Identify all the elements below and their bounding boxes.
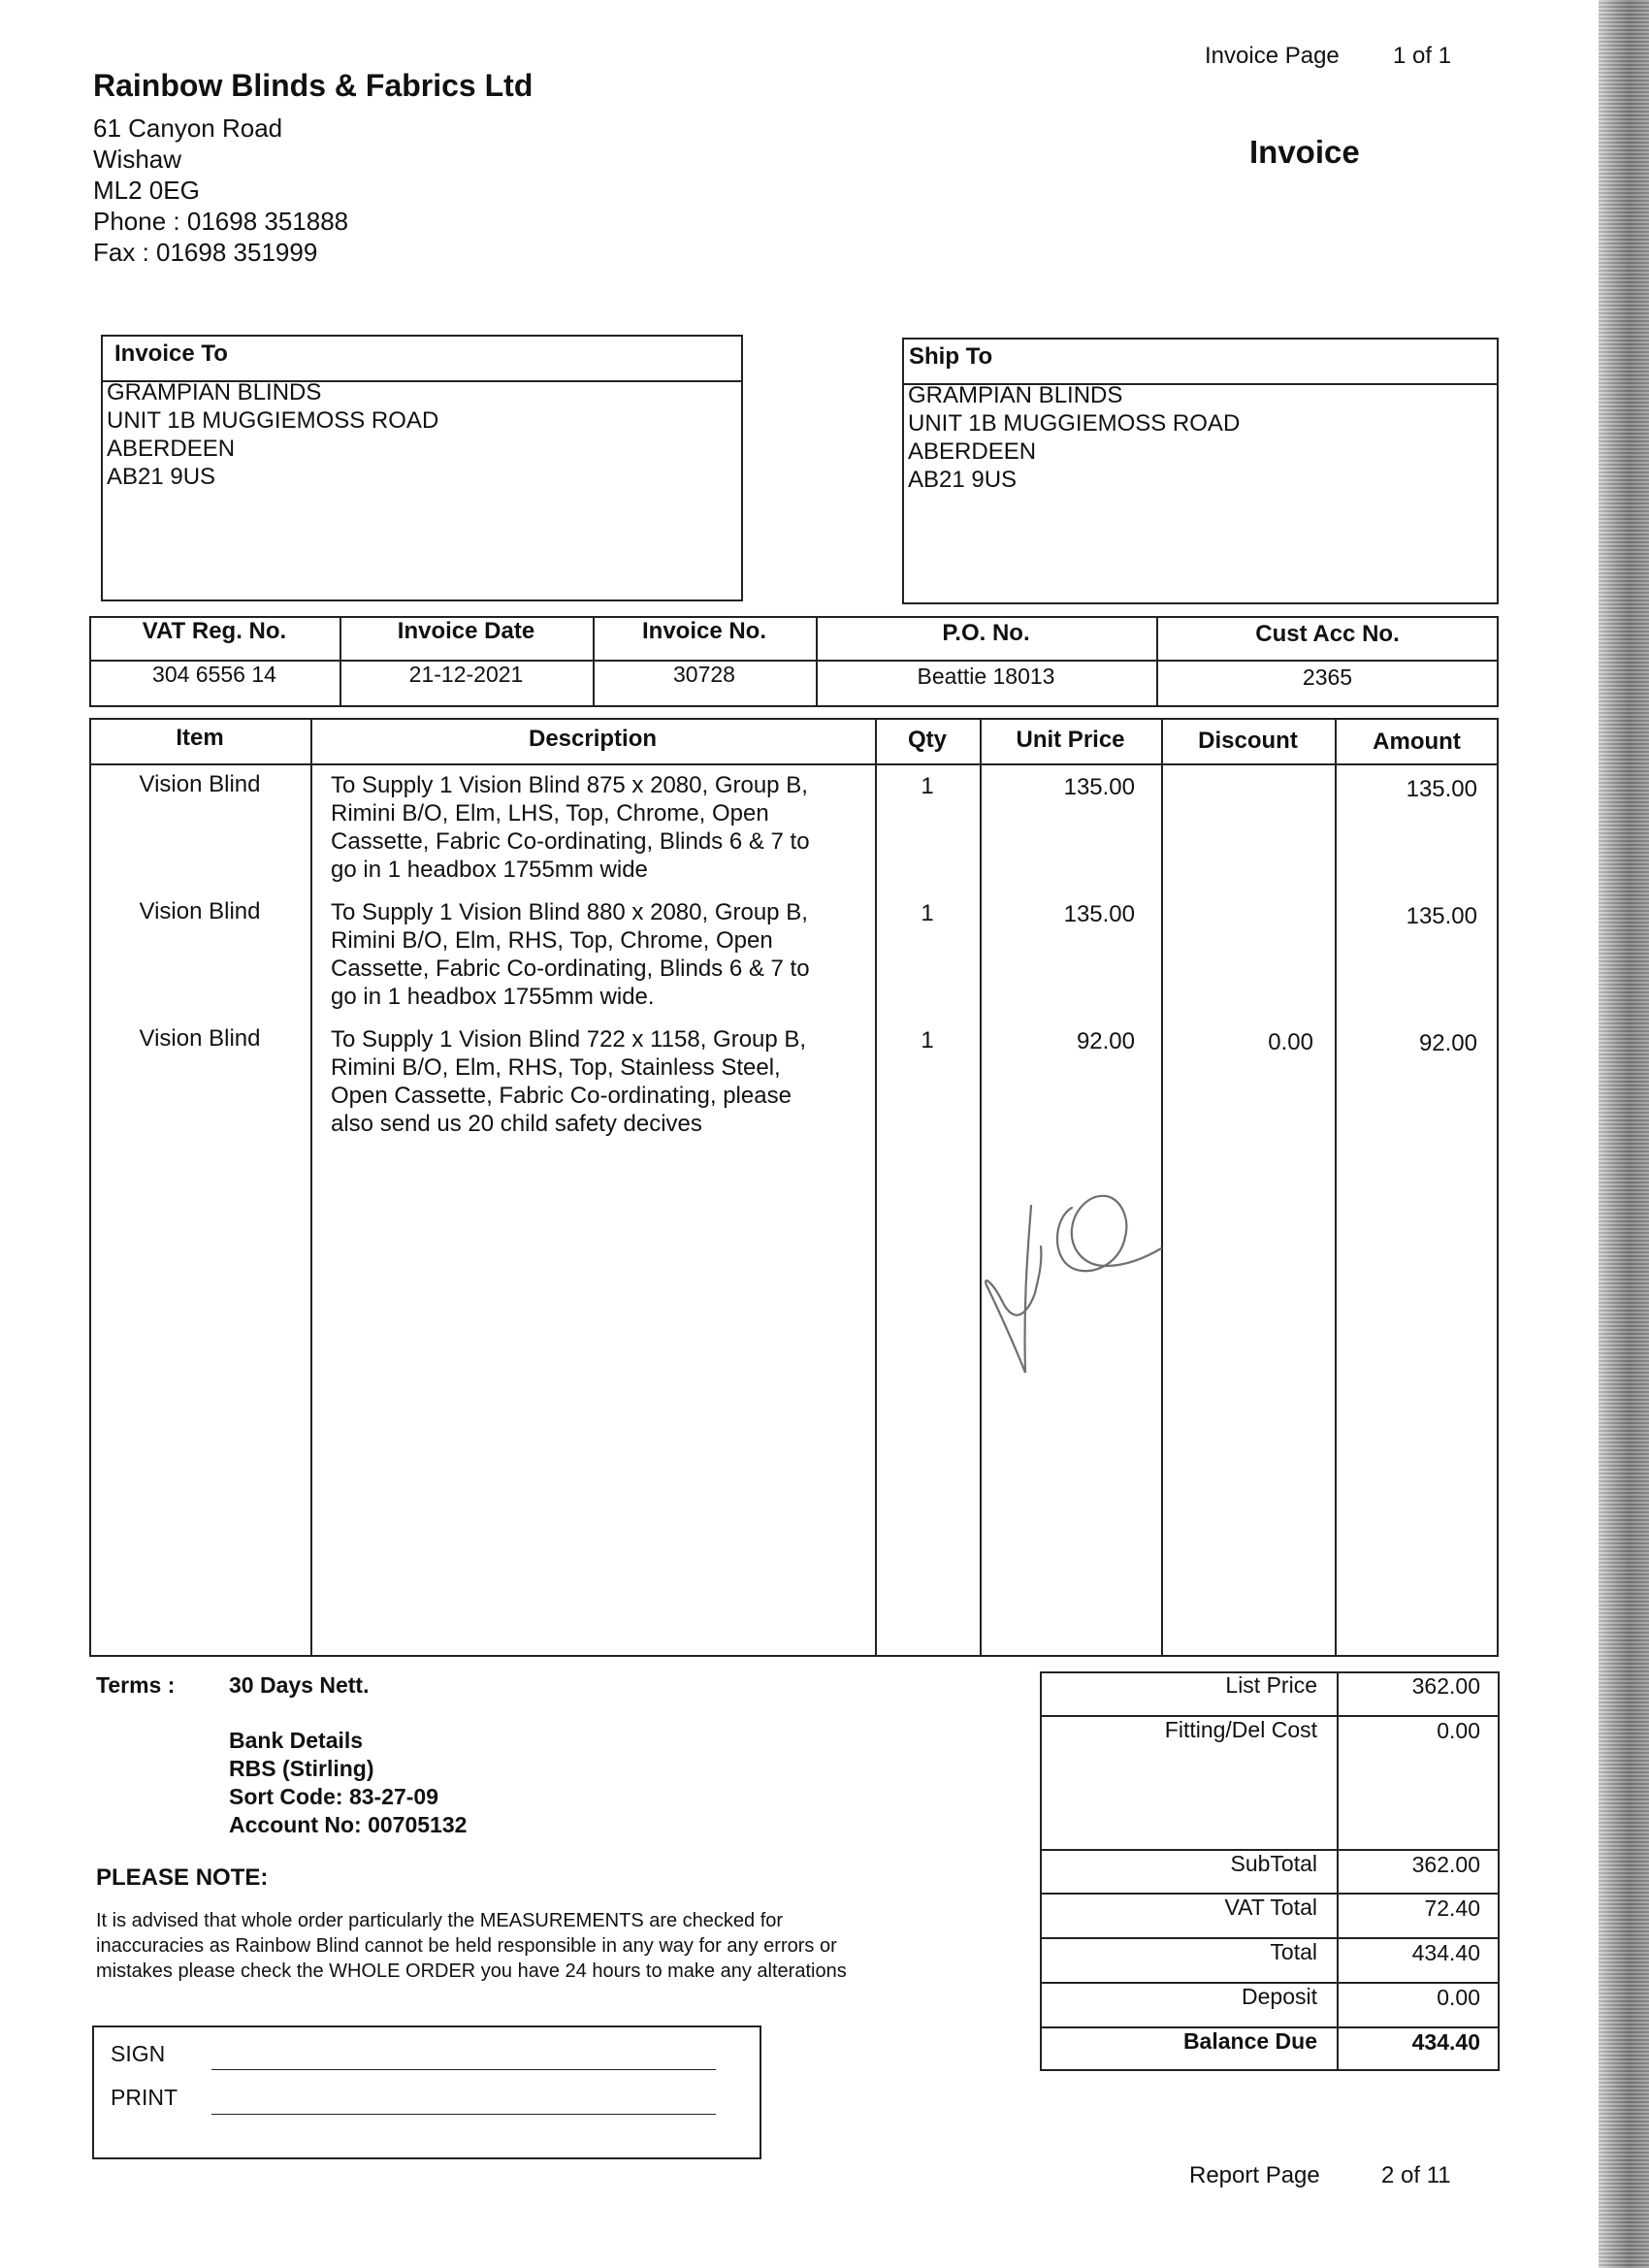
invoice-to-line: ABERDEEN (107, 436, 236, 462)
report-page-value: 2 of 11 (1381, 2162, 1451, 2188)
description-line: Rimini B/O, Elm, RHS, Top, Chrome, Open (331, 927, 773, 954)
vat-total-value: 72.40 (1424, 1895, 1480, 1921)
company-phone: Phone : 01698 351888 (93, 207, 349, 236)
company-address-line: 61 Canyon Road (93, 113, 283, 143)
vat-reg-header: VAT Reg. No. (142, 618, 287, 644)
company-fax: Fax : 01698 351999 (93, 238, 318, 267)
invoice-to-line: AB21 9US (107, 464, 216, 490)
handwritten-initials (975, 1188, 1169, 1382)
cust-acc-value: 2365 (1302, 664, 1353, 690)
document-title: Invoice (1249, 134, 1360, 170)
sign-label: SIGN (111, 2041, 166, 2066)
bank-details-heading: Bank Details (229, 1728, 364, 1753)
invoice-date-header: Invoice Date (397, 618, 535, 644)
description-line: To Supply 1 Vision Blind 880 x 2080, Group B, (331, 899, 808, 925)
sort-code: Sort Code: 83-27-09 (229, 1784, 439, 1809)
unit-price-cell: 135.00 (1063, 901, 1135, 927)
ship-to-line: UNIT 1B MUGGIEMOSS ROAD (908, 410, 1241, 437)
description-line: also send us 20 child safety decives (331, 1111, 702, 1137)
description-line: go in 1 headbox 1755mm wide (331, 857, 648, 883)
discount-cell: 0.00 (1268, 1029, 1313, 1055)
description-line: To Supply 1 Vision Blind 722 x 1158, Group B, (331, 1026, 807, 1053)
description-line: To Supply 1 Vision Blind 875 x 2080, Group B, (331, 772, 808, 798)
item-column-header: Item (176, 725, 224, 751)
qty-cell: 1 (921, 1027, 934, 1053)
ship-to-heading: Ship To (909, 343, 993, 370)
ship-to-line: AB21 9US (908, 467, 1018, 493)
subtotal-value: 362.00 (1411, 1852, 1480, 1877)
signature-box (92, 2025, 761, 2159)
subtotal-label: SubTotal (1230, 1851, 1317, 1876)
unit-price-cell: 92.00 (1076, 1028, 1135, 1054)
account-number: Account No: 00705132 (229, 1812, 468, 1837)
print-label: PRINT (111, 2085, 178, 2110)
unit-price-cell: 135.00 (1063, 774, 1135, 800)
unit-price-column-header: Unit Price (1016, 727, 1125, 753)
amount-cell: 135.00 (1406, 776, 1477, 802)
description-line: go in 1 headbox 1755mm wide. (331, 984, 655, 1010)
note-line: inaccuracies as Rainbow Blind cannot be held responsible in any way for any errors or (96, 1935, 837, 1957)
item-cell: Vision Blind (139, 1025, 261, 1052)
po-no-value: Beattie 18013 (917, 664, 1055, 689)
terms-value: 30 Days Nett. (229, 1672, 370, 1698)
description-line: Rimini B/O, Elm, LHS, Top, Chrome, Open (331, 800, 769, 826)
company-name: Rainbow Blinds & Fabrics Ltd (93, 68, 534, 103)
total-value: 434.40 (1411, 1940, 1480, 1965)
description-line: Cassette, Fabric Co-ordinating, Blinds 6 & 7 to (331, 956, 810, 982)
deposit-value: 0.00 (1437, 1985, 1480, 2010)
item-cell: Vision Blind (139, 771, 261, 797)
scan-edge (1599, 0, 1649, 2268)
total-label: Total (1270, 1939, 1317, 1964)
description-column-header: Description (528, 726, 658, 752)
invoice-to-heading: Invoice To (114, 340, 228, 367)
amount-column-header: Amount (1373, 729, 1461, 755)
ship-to-line: ABERDEEN (908, 438, 1037, 465)
invoice-to-line: UNIT 1B MUGGIEMOSS ROAD (107, 407, 439, 434)
invoice-date-value: 21-12-2021 (408, 662, 524, 687)
terms-label: Terms : (96, 1672, 176, 1698)
balance-due-label: Balance Due (1182, 2028, 1317, 2054)
item-cell: Vision Blind (139, 898, 261, 924)
discount-column-header: Discount (1198, 728, 1298, 754)
report-page-label: Report Page (1189, 2162, 1320, 2188)
invoice-no-header: Invoice No. (641, 618, 767, 644)
deposit-label: Deposit (1242, 1984, 1317, 2009)
list-price-value: 362.00 (1411, 1673, 1480, 1699)
cust-acc-header: Cust Acc No. (1255, 621, 1400, 647)
company-address-line: Wishaw (93, 145, 182, 174)
company-address-line: ML2 0EG (93, 176, 200, 205)
description-line: Cassette, Fabric Co-ordinating, Blinds 6 & 7 to (331, 828, 810, 855)
po-no-header: P.O. No. (942, 620, 1030, 646)
vat-total-label: VAT Total (1224, 1895, 1317, 1920)
print-line[interactable] (211, 2114, 716, 2115)
amount-cell: 92.00 (1418, 1030, 1477, 1056)
invoice-to-line: GRAMPIAN BLINDS (107, 379, 322, 405)
fitting-cost-label: Fitting/Del Cost (1164, 1717, 1317, 1742)
description-line: Open Cassette, Fabric Co-ordinating, please (331, 1083, 792, 1109)
qty-cell: 1 (921, 900, 934, 926)
invoice-no-value: 30728 (673, 662, 735, 687)
qty-column-header: Qty (907, 727, 947, 753)
fitting-cost-value: 0.00 (1437, 1718, 1480, 1743)
page-value: 1 of 1 (1393, 43, 1452, 69)
sign-line[interactable] (211, 2069, 716, 2070)
note-line: It is advised that whole order particularly the MEASUREMENTS are checked for (96, 1910, 784, 1931)
amount-cell: 135.00 (1406, 903, 1477, 929)
list-price-label: List Price (1225, 1672, 1317, 1698)
bank-name: RBS (Stirling) (229, 1756, 374, 1781)
note-line: mistakes please check the WHOLE ORDER you have 24 hours to make any alterations (96, 1960, 847, 1982)
qty-cell: 1 (921, 773, 934, 799)
page-label: Invoice Page (1205, 43, 1340, 69)
description-line: Rimini B/O, Elm, RHS, Top, Stainless Steel, (331, 1054, 781, 1081)
please-note-heading: PLEASE NOTE: (96, 1864, 269, 1891)
vat-reg-value: 304 6556 14 (152, 662, 276, 687)
ship-to-line: GRAMPIAN BLINDS (908, 382, 1123, 408)
items-table (89, 718, 1499, 1657)
balance-due-value: 434.40 (1411, 2029, 1480, 2055)
